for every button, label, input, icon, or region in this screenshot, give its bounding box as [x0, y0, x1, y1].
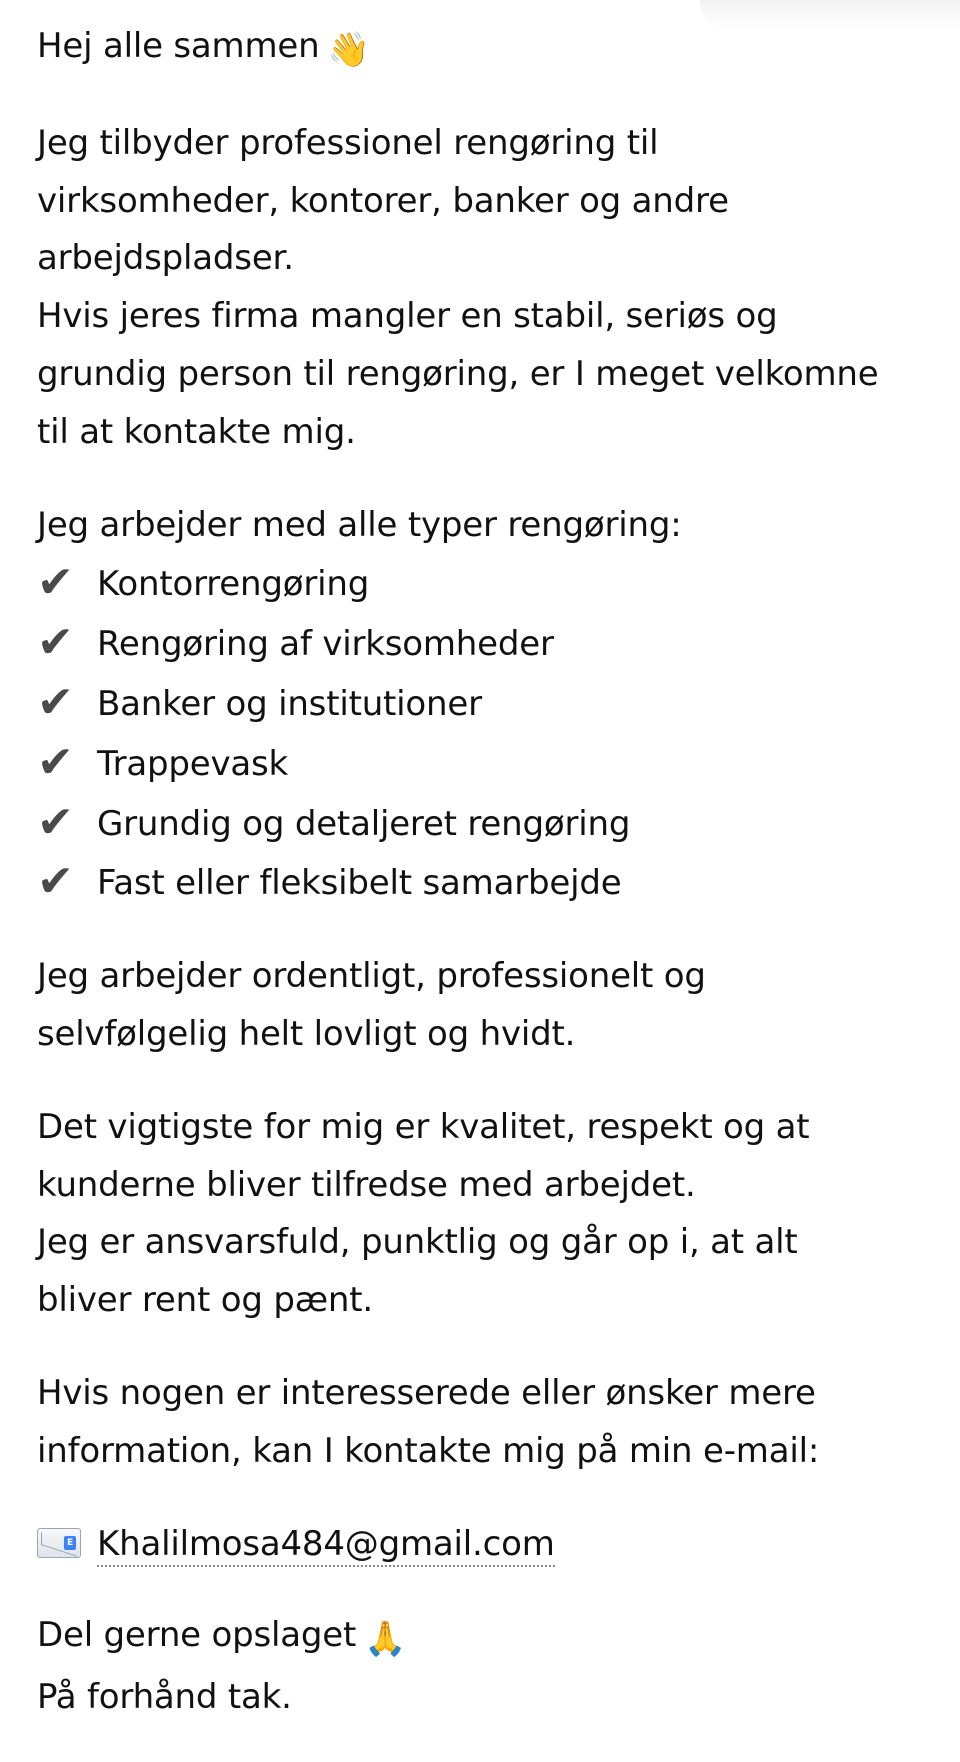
service-label: Banker og institutioner	[97, 683, 482, 724]
contact-line: information, kan I kontakte mig på min e-mail:	[37, 1430, 820, 1471]
service-item	[37, 734, 937, 794]
service-label: Rengøring af virksomheder	[97, 624, 554, 665]
service-item	[37, 853, 937, 913]
work-paragraph	[37, 948, 937, 1064]
services-paragraph	[37, 497, 937, 914]
intro-line: Jeg tilbyder professionel rengøring til	[37, 122, 659, 163]
email-row	[37, 1516, 937, 1574]
closing-line	[37, 1607, 937, 1669]
values-paragraph	[37, 1099, 937, 1330]
service-item	[37, 794, 937, 854]
work-line: Jeg arbejder ordentligt, professionelt og	[37, 956, 706, 997]
thanks-line: På forhånd tak.	[37, 1677, 292, 1718]
intro-line: grundig person til rengøring, er I meget velkomne	[37, 353, 879, 394]
service-label: Fast eller fleksibelt samarbejde	[97, 863, 622, 904]
greeting-text: Hej alle sammen	[37, 26, 320, 66]
greeting-paragraph	[37, 18, 937, 80]
intro-line: arbejdspladser.	[37, 238, 294, 279]
check-mark-icon: ✔	[37, 856, 74, 908]
intro-line: virksomheder, kontorer, banker og andre	[37, 180, 729, 221]
service-item	[37, 674, 937, 734]
check-mark-icon: ✔	[37, 736, 74, 788]
services-heading: Jeg arbejder med alle typer rengøring:	[37, 504, 682, 545]
values-line: Det vigtigste for mig er kvalitet, respekt og at	[37, 1106, 810, 1147]
email-paragraph	[37, 1516, 937, 1574]
check-mark-icon: ✔	[37, 617, 74, 669]
envelope-letter-badge: E	[64, 1536, 76, 1550]
closing-text: Del gerne opslaget	[37, 1615, 357, 1656]
check-mark-icon: ✔	[37, 796, 74, 848]
work-line: selvfølgelig helt lovligt og hvidt.	[37, 1013, 576, 1054]
service-item	[37, 554, 937, 614]
post-body	[37, 18, 937, 1762]
service-label: Kontorrengøring	[97, 564, 370, 605]
intro-line: Hvis jeres firma mangler en stabil, seriøs og	[37, 296, 778, 337]
check-mark-icon: ✔	[37, 676, 74, 728]
values-line: kunderne bliver tilfredse med arbejdet.	[37, 1164, 696, 1205]
values-line: bliver rent og pænt.	[37, 1280, 373, 1321]
service-label: Grundig og detaljeret rengøring	[97, 803, 631, 844]
intro-line: til at kontakte mig.	[37, 411, 356, 452]
email-link[interactable]: Khalilmosa484@gmail.com	[97, 1524, 555, 1567]
check-mark-icon: ✔	[37, 557, 74, 609]
closing-paragraph	[37, 1607, 937, 1727]
values-line: Jeg er ansvarsfuld, punktlig og går op i, at alt	[37, 1222, 798, 1263]
folded-hands-icon: 🙏	[364, 1619, 407, 1660]
service-label: Trappevask	[97, 743, 289, 784]
intro-paragraph	[37, 115, 937, 462]
contact-paragraph	[37, 1365, 937, 1481]
waving-hand-icon: 👋	[327, 30, 370, 70]
contact-line: Hvis nogen er interesserede eller ønsker mere	[37, 1372, 816, 1413]
service-item	[37, 614, 937, 674]
greeting-line	[37, 18, 937, 80]
incoming-envelope-icon	[37, 1528, 81, 1558]
